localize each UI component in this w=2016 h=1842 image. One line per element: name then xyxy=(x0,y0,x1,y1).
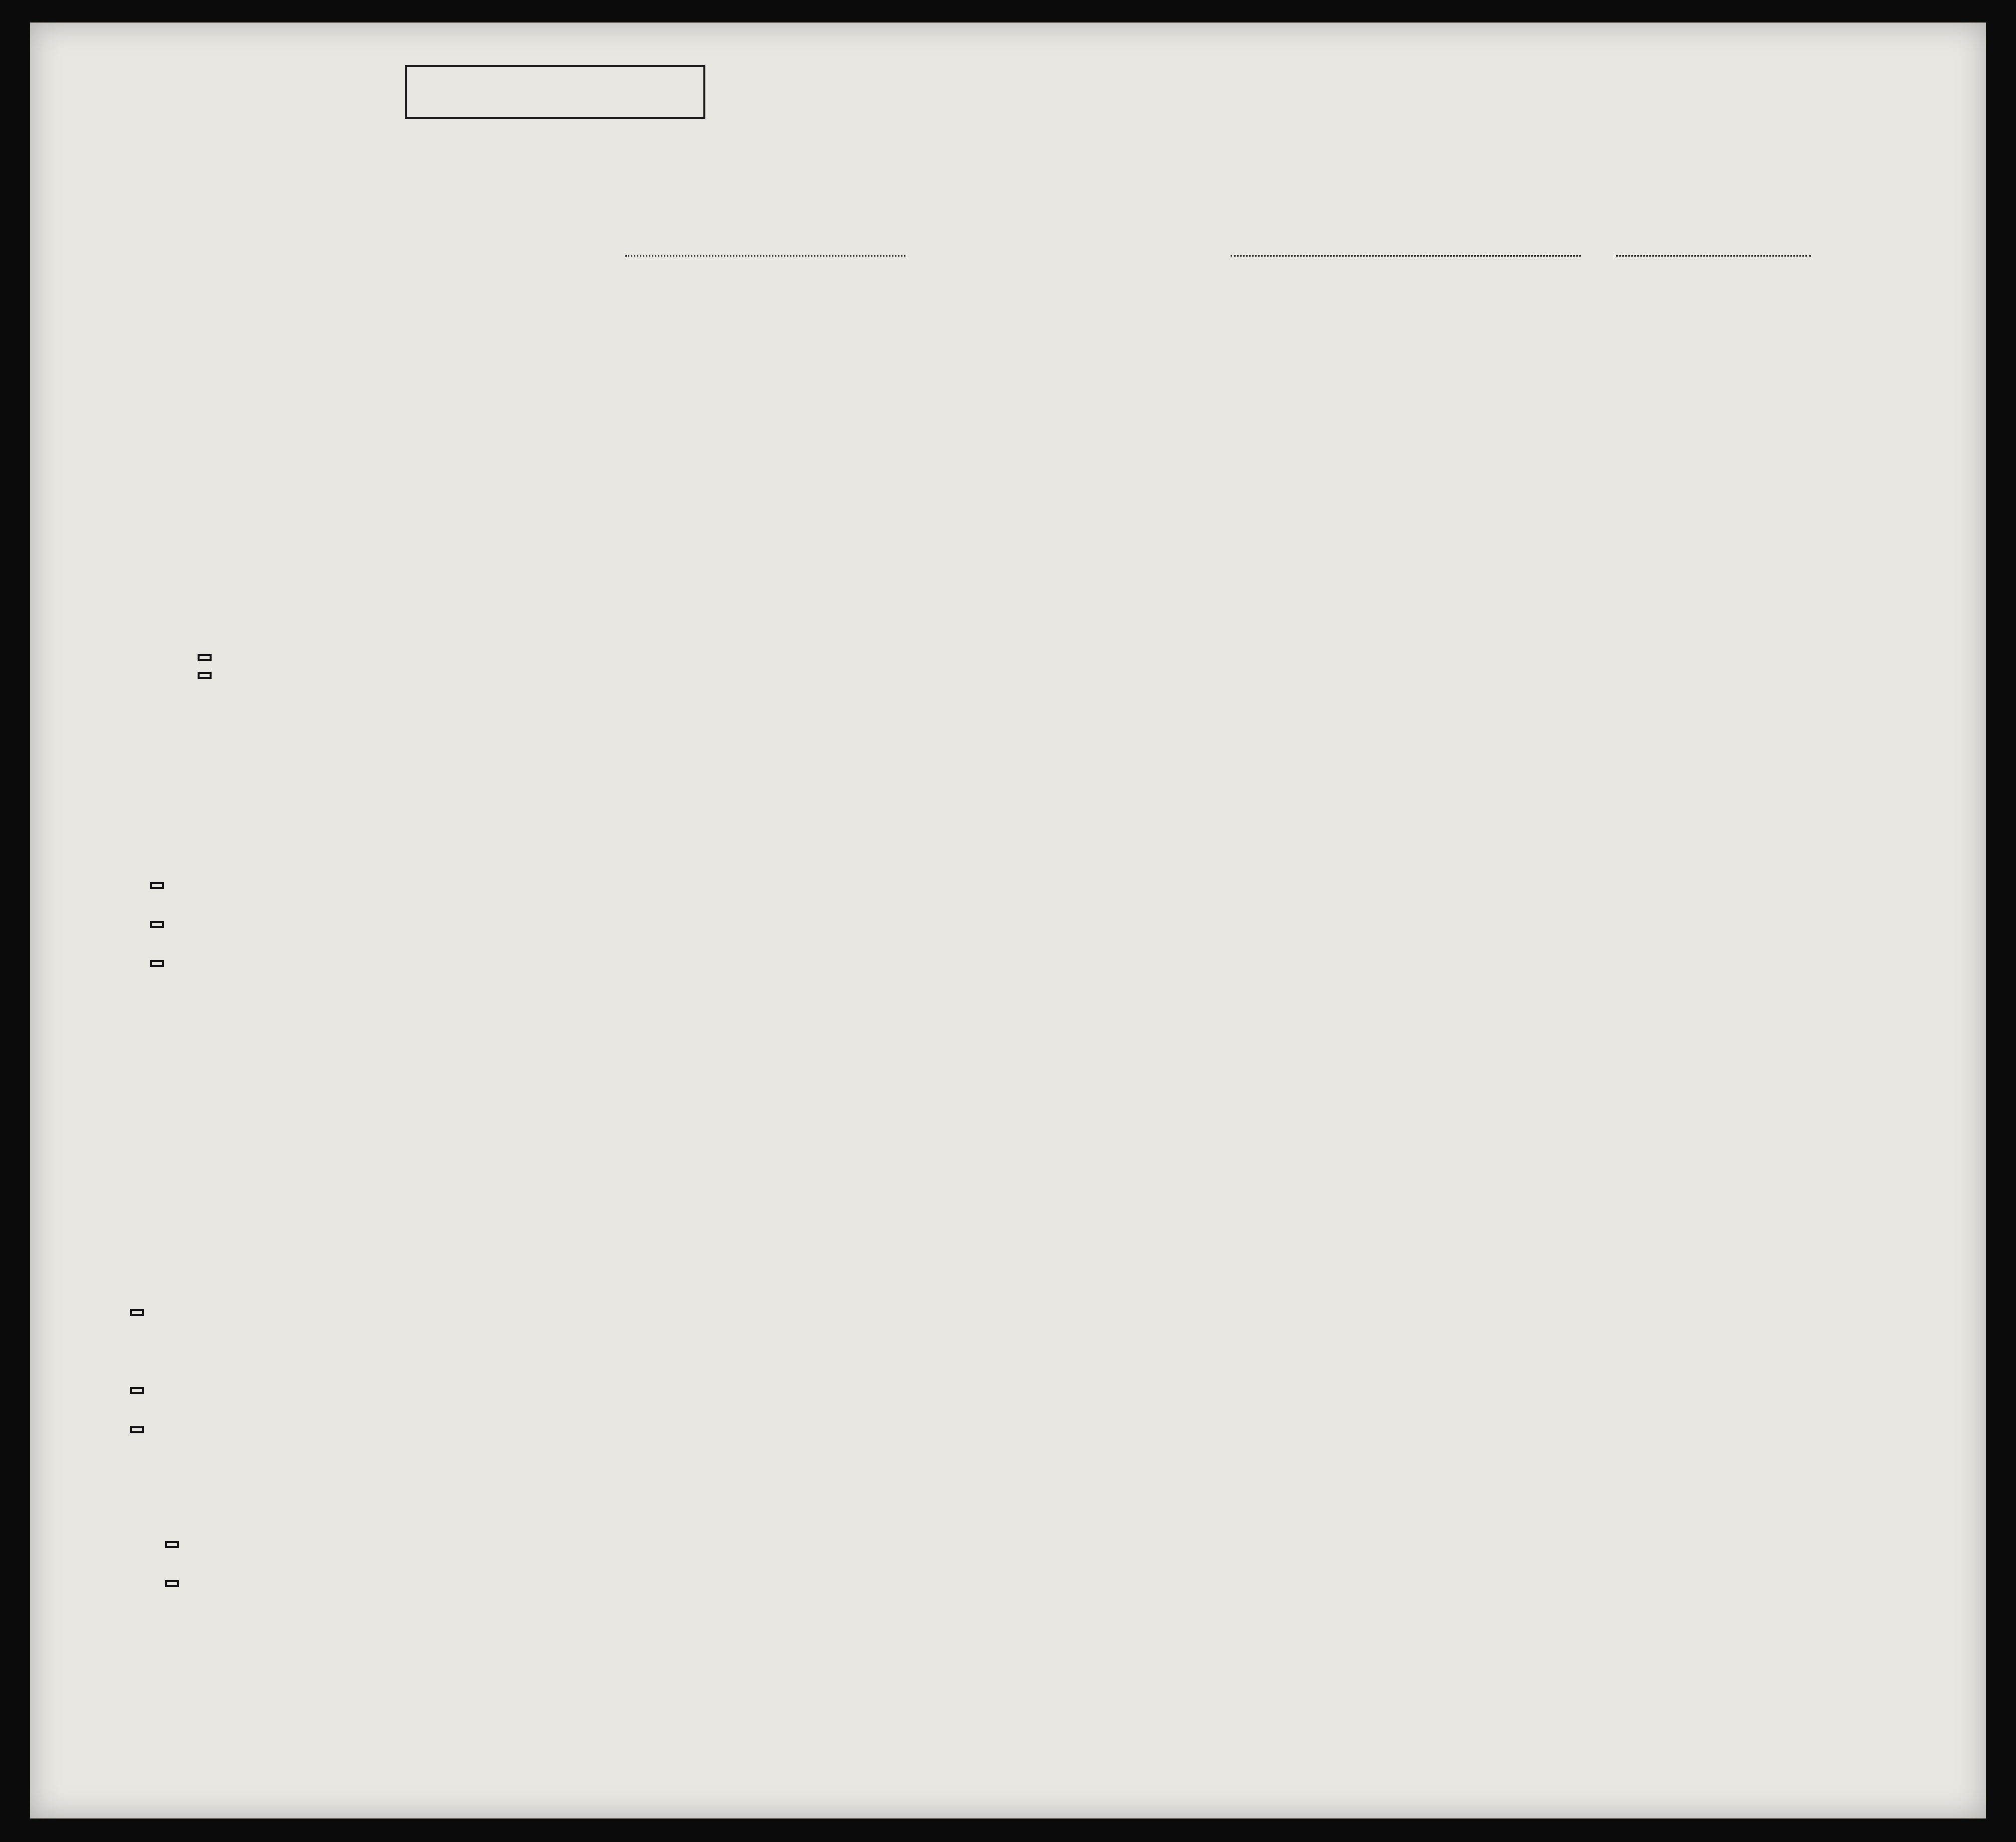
manifest-sheet xyxy=(30,23,1986,1818)
us-cit-stamp xyxy=(198,672,212,679)
us-cit-stamp xyxy=(150,882,164,889)
permit-stamp xyxy=(405,65,705,119)
us-cit-stamp xyxy=(150,960,164,967)
table-grid xyxy=(108,270,1986,1566)
us-cit-stamp xyxy=(130,1426,144,1433)
ship-dotline xyxy=(625,255,905,257)
us-cit-stamp xyxy=(165,1541,179,1548)
us-cit-stamp xyxy=(150,921,164,928)
port-dotline xyxy=(1231,255,1581,257)
us-cit-stamp xyxy=(130,1387,144,1394)
us-cit-stamp xyxy=(130,1309,144,1316)
us-cit-stamp xyxy=(198,654,212,661)
us-cit-stamp xyxy=(165,1580,179,1587)
date-dotline xyxy=(1616,255,1811,257)
